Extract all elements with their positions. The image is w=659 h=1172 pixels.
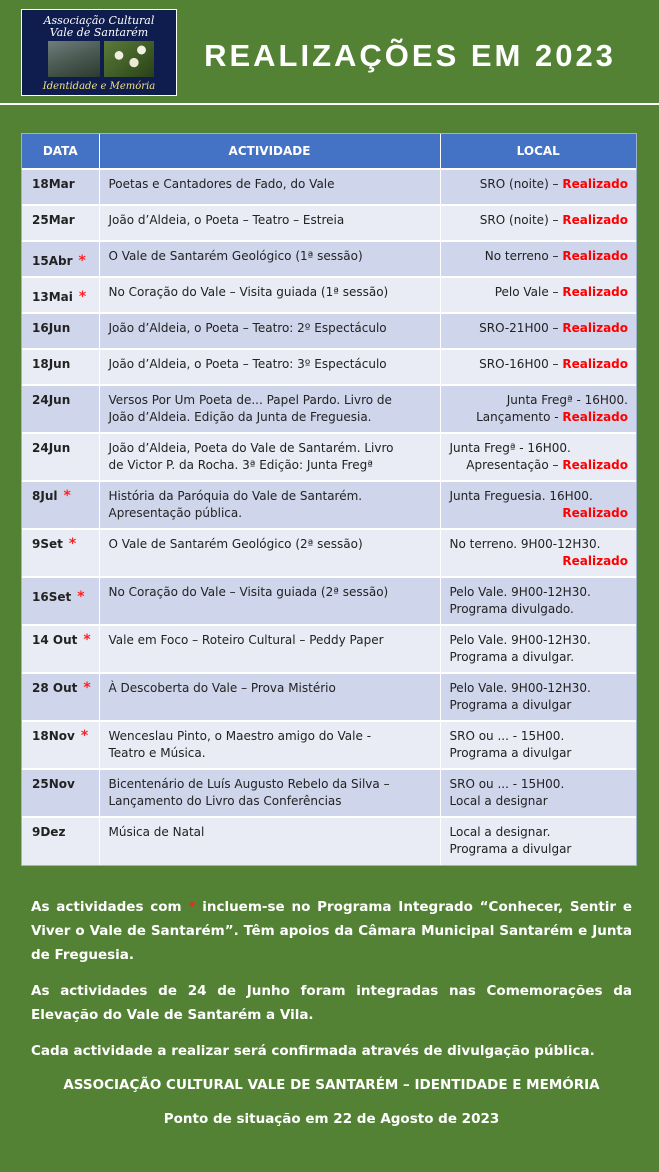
activity-line: O Vale de Santarém Geológico (2ª sessão) — [108, 537, 363, 551]
cell-date — [22, 769, 99, 817]
local-text: Pelo Vale – — [494, 285, 563, 299]
logo-flowers-picture — [104, 41, 154, 77]
cell-date — [22, 277, 99, 313]
local-line — [450, 553, 629, 570]
cell-local — [440, 769, 636, 817]
table-row — [22, 433, 636, 481]
local-line — [450, 601, 629, 618]
star-marker: * — [63, 488, 71, 504]
status-realizado: Realizado — [562, 458, 628, 472]
local-line — [450, 248, 629, 265]
cell-local — [440, 169, 636, 205]
local-text: Programa a divulgar — [449, 746, 572, 760]
date-text: 15Abr — [32, 254, 73, 268]
cell-local — [440, 817, 636, 865]
date-text: 16Jun — [32, 321, 71, 335]
local-line — [450, 680, 629, 697]
local-line — [450, 697, 629, 714]
star-marker: * — [78, 253, 86, 269]
date-text: 18Mar — [32, 177, 75, 191]
cell-activity — [99, 817, 440, 865]
local-line — [450, 392, 629, 409]
local-line — [450, 488, 629, 505]
local-text: Pelo Vale. 9H00-12H30. — [449, 633, 591, 647]
cell-date — [22, 481, 99, 529]
activity-line: No Coração do Vale – Visita guiada (1ª sessão) — [108, 285, 389, 299]
activity-line: Música de Natal — [108, 825, 205, 839]
cell-date — [22, 433, 99, 481]
activity-line: João d’Aldeia, Poeta do Vale de Santarém. Livro — [108, 441, 394, 455]
cell-date — [22, 349, 99, 385]
cell-local — [440, 673, 636, 721]
date-text: 8Jul — [32, 489, 58, 503]
local-text: Junta Freguesia. 16H00. — [449, 489, 593, 503]
activity-line: No Coração do Vale – Visita guiada (2ª sessão) — [108, 585, 389, 599]
table-row — [22, 721, 636, 769]
footer-association — [31, 1073, 632, 1097]
activity-line: Wenceslau Pinto, o Maestro amigo do Vale - — [108, 729, 372, 743]
logo-tagline: Identidade e Memória — [42, 81, 156, 92]
local-text: Programa divulgado. — [449, 602, 574, 616]
cell-local — [440, 721, 636, 769]
local-line — [450, 793, 629, 810]
table-row — [22, 529, 636, 577]
status-realizado: Realizado — [562, 410, 628, 424]
cell-activity — [99, 349, 440, 385]
activity-line: Lançamento do Livro das Conferências — [108, 794, 342, 808]
date-text: 18Nov — [32, 729, 75, 743]
local-text: Local a designar — [449, 794, 548, 808]
date-text: 24Jun — [32, 393, 71, 407]
status-realizado: Realizado — [562, 285, 628, 299]
local-line — [450, 824, 629, 841]
activity-line: À Descoberta do Vale – Prova Mistério — [108, 681, 336, 695]
column-header-date: DATA — [22, 134, 99, 169]
cell-activity — [99, 385, 440, 433]
local-text: Apresentação – — [466, 458, 563, 472]
star-marker: * — [68, 536, 77, 552]
date-text: 16Set — [32, 590, 72, 604]
activity-line: Poetas e Cantadores de Fado, do Vale — [108, 177, 335, 191]
local-text: No terreno – — [484, 249, 563, 263]
cell-local — [440, 385, 636, 433]
local-line — [450, 356, 629, 373]
logo-line-1: Associação Cultural — [43, 14, 155, 27]
local-text: Programa a divulgar — [449, 842, 572, 856]
cell-date — [22, 817, 99, 865]
status-realizado: Realizado — [562, 357, 628, 371]
page-title: REALIZAÇÕES EM 2023 — [204, 38, 616, 73]
note-confirmation-text: Cada actividade a realizar será confirmada através de divulgação pública. — [31, 1043, 595, 1059]
note-june-text: As actividades de 24 de Junho foram integradas nas Comemorações da Elevação do Vale de Santarém a Vila. — [31, 983, 632, 1023]
cell-date — [22, 169, 99, 205]
status-realizado: Realizado — [562, 249, 628, 263]
local-text: SRO ou ... - 15H00. — [449, 777, 565, 791]
cell-date — [22, 529, 99, 577]
column-header-activity: ACTIVIDADE — [99, 134, 440, 169]
local-line — [450, 536, 629, 553]
local-text: Pelo Vale. 9H00-12H30. — [449, 681, 591, 695]
date-text: 25Nov — [32, 777, 75, 791]
activities-table — [21, 133, 637, 866]
local-text: Pelo Vale. 9H00-12H30. — [449, 585, 591, 599]
cell-date — [22, 721, 99, 769]
local-text: SRO-16H00 – — [479, 357, 563, 371]
table-row — [22, 481, 636, 529]
local-line — [450, 745, 629, 762]
cell-activity — [99, 481, 440, 529]
cell-activity — [99, 625, 440, 673]
cell-local — [440, 205, 636, 241]
cell-date — [22, 205, 99, 241]
activity-line: de Victor P. da Rocha. 3ª Edição: Junta Fregª — [108, 458, 373, 472]
local-line — [450, 457, 629, 474]
cell-local — [440, 625, 636, 673]
activity-line: História da Paróquia do Vale de Santarém. — [108, 489, 363, 503]
cell-local — [440, 481, 636, 529]
logo-pictures — [28, 41, 170, 79]
status-realizado: Realizado — [562, 213, 628, 227]
table-row — [22, 385, 636, 433]
cell-activity — [99, 433, 440, 481]
local-line — [450, 649, 629, 666]
status-realizado: Realizado — [562, 321, 628, 335]
activity-line: Versos Por Um Poeta de... Papel Pardo. Livro de — [108, 393, 392, 407]
activity-line: Teatro e Música. — [108, 746, 206, 760]
table-row — [22, 625, 636, 673]
activity-line: Bicentenário de Luís Augusto Rebelo da Silva – — [108, 777, 390, 791]
cell-activity — [99, 169, 440, 205]
local-text: No terreno. 9H00-12H30. — [449, 537, 601, 551]
activity-line: Apresentação pública. — [108, 506, 243, 520]
table-row — [22, 169, 636, 205]
cell-date — [22, 625, 99, 673]
cell-local — [440, 241, 636, 277]
local-line — [450, 728, 629, 745]
cell-activity — [99, 577, 440, 625]
local-line — [450, 212, 629, 229]
star-marker: * — [80, 728, 89, 744]
cell-local — [440, 349, 636, 385]
date-text: 13Mai — [32, 290, 73, 304]
local-text: SRO (noite) – — [479, 177, 563, 191]
local-line — [450, 284, 629, 301]
cell-activity — [99, 277, 440, 313]
status-realizado: Realizado — [562, 177, 628, 191]
note-text-end: incluem-se no Programa Integrado “Conhecer, Sentir e Viver o Vale de Santarém”. Têm apoios da Câmara Municipal Santarém e Junta de Freguesia. — [31, 899, 632, 963]
local-text: SRO-21H00 – — [479, 321, 563, 335]
local-line — [450, 841, 629, 858]
table-row — [22, 205, 636, 241]
date-text: 18Jun — [32, 357, 71, 371]
cell-date — [22, 241, 99, 277]
cell-activity — [99, 313, 440, 349]
star-marker: * — [83, 680, 91, 696]
footer-note-confirmation — [31, 1039, 632, 1063]
cell-activity — [99, 673, 440, 721]
cell-local — [440, 313, 636, 349]
local-line — [450, 632, 629, 649]
cell-date — [22, 577, 99, 625]
table-row — [22, 577, 636, 625]
local-line — [450, 409, 629, 426]
cell-local — [440, 529, 636, 577]
cell-activity — [99, 205, 440, 241]
local-text: SRO ou ... - 15H00. — [449, 729, 565, 743]
cell-activity — [99, 241, 440, 277]
cell-date — [22, 313, 99, 349]
table-row — [22, 241, 636, 277]
footer-note-program — [31, 895, 632, 967]
cell-local — [440, 577, 636, 625]
logo-bird-picture — [48, 41, 100, 77]
date-text: 14 Out — [32, 633, 78, 647]
date-text: 9Dez — [32, 825, 66, 839]
star-marker: * — [83, 632, 91, 648]
cell-activity — [99, 769, 440, 817]
local-line — [450, 505, 629, 522]
local-line — [450, 584, 629, 601]
activity-line: João d’Aldeia, o Poeta – Teatro: 3º Espectáculo — [108, 357, 387, 371]
footer-notes — [31, 895, 632, 967]
table-row — [22, 817, 636, 865]
local-line — [450, 176, 629, 193]
table-header-row — [22, 134, 636, 169]
activity-line: João d’Aldeia, o Poeta – Teatro: 2º Espectáculo — [108, 321, 387, 335]
footer-status-date — [31, 1107, 632, 1131]
association-logo — [21, 9, 177, 96]
activity-line: João d’Aldeia. Edição da Junta de Freguesia. — [108, 410, 372, 424]
table-row — [22, 673, 636, 721]
cell-activity — [99, 721, 440, 769]
star-marker: * — [78, 289, 87, 305]
cell-activity — [99, 529, 440, 577]
star-marker: * — [188, 899, 196, 915]
local-text: Local a designar. — [449, 825, 551, 839]
cell-date — [22, 385, 99, 433]
activity-line: João d’Aldeia, o Poeta – Teatro – Estreia — [108, 213, 345, 227]
column-header-local: LOCAL — [440, 134, 636, 169]
association-name: ASSOCIAÇÃO CULTURAL VALE DE SANTARÉM – IDENTIDADE E MEMÓRIA — [63, 1077, 600, 1093]
note-text-start: As actividades com — [31, 899, 189, 915]
date-text: 24Jun — [32, 441, 71, 455]
local-text: Programa a divulgar. — [449, 650, 575, 664]
header-divider — [0, 103, 659, 105]
local-text: Junta Fregª - 16H00. — [449, 441, 571, 455]
date-text: 9Set — [32, 537, 63, 551]
table-row — [22, 313, 636, 349]
date-text: 28 Out — [32, 681, 78, 695]
table-row — [22, 277, 636, 313]
local-text: Junta Fregª - 16H00. — [506, 393, 628, 407]
local-text: Programa a divulgar — [449, 698, 572, 712]
status-date-text: Ponto de situação em 22 de Agosto de 2023 — [163, 1111, 500, 1127]
local-line — [450, 320, 629, 337]
table-row — [22, 769, 636, 817]
footer-note-june — [31, 979, 632, 1027]
local-text: SRO (noite) – — [479, 213, 563, 227]
status-realizado: Realizado — [562, 506, 628, 520]
status-realizado: Realizado — [562, 554, 628, 568]
cell-local — [440, 277, 636, 313]
activity-line: Vale em Foco – Roteiro Cultural – Peddy Paper — [108, 633, 384, 647]
star-marker: * — [77, 589, 85, 605]
activity-line: O Vale de Santarém Geológico (1ª sessão) — [108, 249, 363, 263]
cell-date — [22, 673, 99, 721]
date-text: 25Mar — [32, 213, 75, 227]
cell-local — [440, 433, 636, 481]
local-line — [450, 440, 629, 457]
logo-line-2: Vale de Santarém — [49, 26, 149, 39]
local-line — [450, 776, 629, 793]
table-row — [22, 349, 636, 385]
local-text: Lançamento - — [476, 410, 563, 424]
